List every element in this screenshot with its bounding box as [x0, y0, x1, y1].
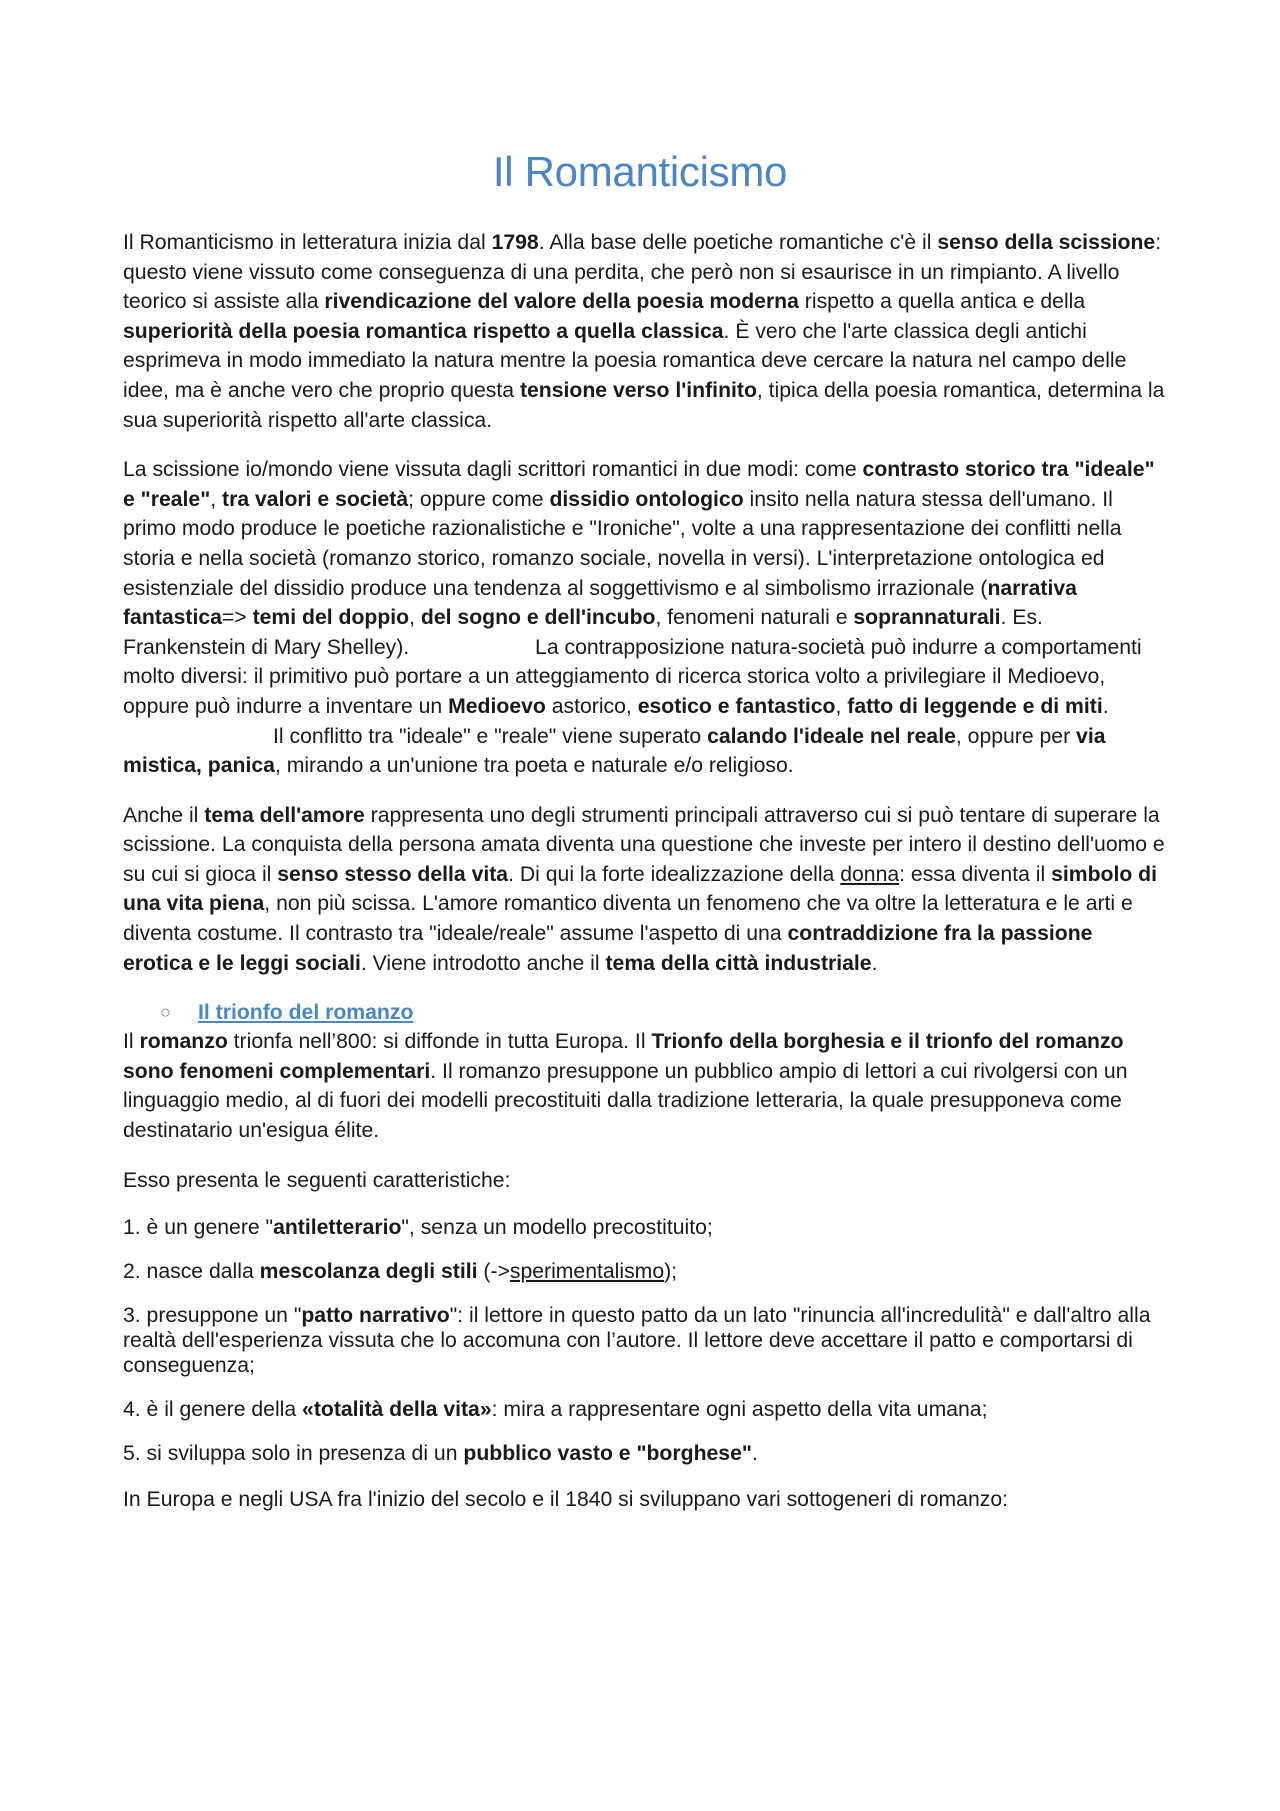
bold-text: tra valori e società	[222, 487, 409, 511]
underlined-text: sperimentalismo	[509, 1260, 665, 1284]
bold-text: senso della scissione	[937, 231, 1156, 254]
list-item: 5. si sviluppa solo in presenza di un pubblico vasto e "borghese".	[123, 1442, 758, 1466]
bold-text: simbolo di una vita piena	[123, 862, 1158, 916]
paragraph-amore: Anche il tema dell'amore rappresenta uno degli strumenti principali attraverso cui si può tentare di superare la scissione. La conquista della persona amata diventa una questione che investe per intero il destino dell'uomo e su cui si gioca il senso stesso della vita. Di qui la forte idealizzazione della donna: essa diventa il simbolo di una vita piena, non più scissa. L'amore romantico diventa un fenomeno che va oltre la letteratura e le arti e diventa costume. Il contrasto tra "ideale/reale" assume l'aspetto di una contraddizione fra la passione erotica e le leggi sociali. Viene introdotto anche il tema della città industriale.	[123, 803, 1165, 975]
underlined-text: donna	[840, 862, 900, 886]
paragraph-intro: Il Romanticismo in letteratura inizia dal 1798. Alla base delle poetiche romantiche c'è il senso della scissione: questo viene vissuto come conseguenza di una perdita, che però non si esaurisce in un rimpianto. A livello teorico si assiste alla rivendicazione del valore della poesia moderna rispetto a quella antica e della superiorità della poesia romantica rispetto a quella classica. È vero che l'arte classica degli antichi esprimeva in modo immediato la natura mentre la poesia romantica deve cercare la natura nel campo delle idee, ma è anche vero che proprio questa tensione verso l'infinito, tipica della poesia romantica, determina la sua superiorità rispetto all'arte classica.	[123, 231, 1165, 432]
bold-text: via mistica, panica	[123, 724, 1106, 778]
bold-text: fatto di leggende e di miti	[847, 694, 1103, 718]
bold-text: patto narrativo	[301, 1304, 450, 1328]
list-item: 4. è il genere della «totalità della vita»: mira a rappresentare ogni aspetto della vita umana;	[123, 1398, 988, 1422]
page-title: Il Romanticismo	[492, 148, 788, 195]
bold-text: temi del doppio	[252, 606, 410, 630]
bold-text: tensione verso l'infinito	[519, 378, 757, 402]
bold-text: 1798	[491, 231, 539, 254]
bold-text: del sogno e dell'incubo	[420, 606, 656, 630]
bold-text: contrasto storico tra "ideale" e "reale"	[123, 458, 1155, 511]
bold-text: dissidio ontologico	[549, 487, 744, 511]
section-link-trionfo-romanzo[interactable]: Il trionfo del romanzo	[198, 1001, 414, 1025]
bold-text: Medioevo	[448, 694, 546, 718]
paragraph-romanzo: Il romanzo trionfa nell’800: si diffonde in tutta Europa. Il Trionfo della borghesia e il trionfo del romanzo sono fenomeni complementari. Il romanzo presuppone un pubblico ampio di lettori a cui rivolgersi con un linguaggio medio, al di fuori dei modelli precostituiti dalla tradizione letteraria, la quale presupponeva come destinatario un'esigua élite.	[123, 1030, 1128, 1143]
paragraph-scissione: La scissione io/mondo viene vissuta dagli scrittori romantici in due modi: come contrasto storico tra "ideale" e "reale", tra valori e società; oppure come dissidio ontologico insito nella natura stessa dell'umano. Il primo modo produce le poetiche razionalistiche e "Ironiche", volte a una rappresentazione dei conflitti nella storia e nella società (romanzo storico, romanzo sociale, novella in versi). L'interpretazione ontologica ed esistenziale del dissidio produce una tendenza al soggettivismo e al simbolismo irrazionale (narrativa fantastica=> temi del doppio, del sogno e dell'incubo, fenomeni naturali e soprannaturali. Es. Frankenstein di Mary Shelley). La contrapposizione natura-società può indurre a comportamenti molto diversi: il primitivo può portare a un atteggiamento di ricerca storica volto a privilegiare il Medioevo, oppure può indurre a inventare un Medioevo astorico, esotico e fantastico, fatto di leggende e di miti. Il conflitto tra "ideale" e "reale" viene superato calando l'ideale nel reale, oppure per via mistica, panica, mirando a un'unione tra poeta e naturale e/o religioso.	[123, 458, 1155, 778]
bold-text: senso stesso della vita	[277, 862, 509, 886]
list-item: 3. presuppone un "patto narrativo": il lettore in questo patto da un lato "rinuncia all'incredulità" e dall'altro alla realtà dell'esperienza vissuta che lo accomuna con l’autore. Il lettore deve accettare il patto e comportarsi di conseguenza;	[123, 1304, 1151, 1378]
document-body	[123, 228, 1165, 1535]
paragraph-caratteristiche: Esso presenta le seguenti caratteristiche:	[123, 1168, 511, 1192]
bold-text: Trionfo della borghesia e il trionfo del romanzo sono fenomeni complementari	[123, 1030, 1124, 1083]
bold-text: antiletterario	[273, 1216, 402, 1240]
bold-text: contraddizione fra la passione erotica e le leggi sociali	[123, 922, 1093, 975]
bold-text: «totalità della vita»	[302, 1398, 492, 1422]
bold-text: pubblico vasto e "borghese"	[463, 1442, 752, 1466]
list-item: 1. è un genere "antiletterario", senza un modello precostituito;	[123, 1216, 713, 1240]
list-item: 2. nasce dalla mescolanza degli stili (->sperimentalismo);	[123, 1260, 678, 1284]
bold-text: rivendicazione del valore della poesia moderna	[324, 290, 799, 314]
bold-text: soprannaturali	[853, 606, 1001, 630]
bold-text: tema dell'amore	[204, 803, 365, 827]
bold-text: superiorità della poesia romantica rispetto a quella classica	[123, 319, 724, 343]
bold-text: mescolanza degli stili	[259, 1260, 478, 1284]
section-heading	[123, 998, 1165, 1027]
characteristics-list	[123, 1215, 1165, 1466]
bold-text: calando l'ideale nel reale	[707, 724, 956, 748]
bold-text: tema della città industriale	[605, 951, 872, 975]
bold-text: narrativa fantastica	[123, 576, 1077, 630]
circle-bullet-icon: ○	[160, 1002, 171, 1023]
paragraph-sottogeneri: In Europa e negli USA fra l'inizio del secolo e il 1840 si sviluppano vari sottogeneri di romanzo:	[123, 1488, 1009, 1512]
bold-text: romanzo	[139, 1030, 228, 1054]
bold-text: esotico e fantastico	[637, 694, 836, 718]
